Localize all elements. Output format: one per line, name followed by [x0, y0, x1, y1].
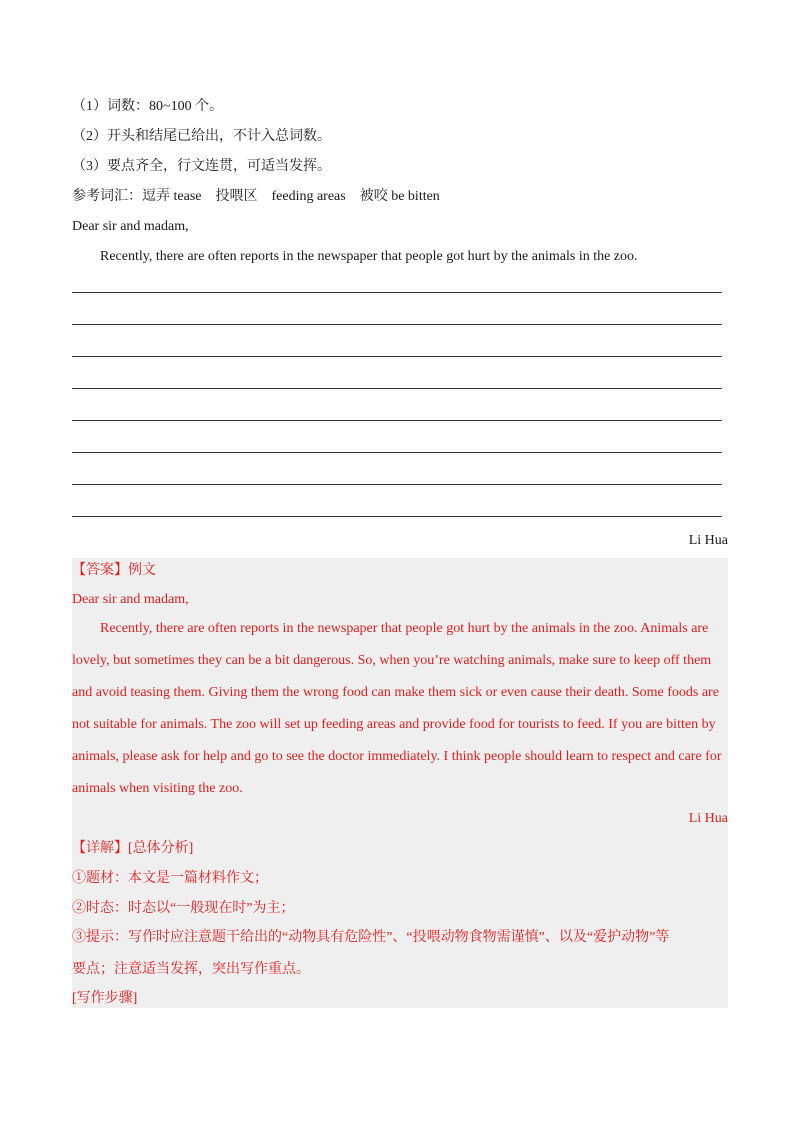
- writing-line: [72, 388, 722, 389]
- answer-text-line: animals, please ask for help and go to see the doctor immediately. I think people should learn to respect and care for: [72, 749, 722, 764]
- writing-line: [72, 292, 722, 293]
- writing-line: [72, 484, 722, 485]
- letter-signature: Li Hua: [688, 533, 728, 548]
- letter-salutation: Dear sir and madam,: [72, 219, 189, 234]
- writing-line: [72, 324, 722, 325]
- answer-text-line: animals when visiting the zoo.: [72, 781, 243, 796]
- requirement-2: （2）开头和结尾已给出，不计入总词数。: [72, 129, 331, 144]
- analysis-header: 【详解】[总体分析]: [72, 841, 194, 856]
- writing-line: [72, 516, 722, 517]
- writing-line: [72, 420, 722, 421]
- answer-header: 【答案】例文: [72, 563, 156, 578]
- answer-salutation: Dear sir and madam,: [72, 592, 189, 607]
- answer-text-line: not suitable for animals. The zoo will set up feeding areas and provide food for tourists to feed. If you are bitten by: [72, 717, 716, 732]
- requirement-3: （3）要点齐全，行文连贯，可适当发挥。: [72, 159, 331, 174]
- answer-text-line: lovely, but sometimes they can be a bit dangerous. So, when you’re watching animals, make sure to keep off them: [72, 653, 712, 668]
- requirement-1: （1）词数：80~100 个。: [72, 99, 224, 114]
- analysis-item-tips: ③提示：写作时应注意题干给出的“动物具有危险性”、“投喂动物食物需谨慎”、以及“爱护动物”等: [72, 930, 670, 945]
- answer-signature: Li Hua: [688, 811, 728, 826]
- analysis-item-topic: ①题材：本文是一篇材料作文；: [72, 871, 268, 886]
- reference-vocabulary: 参考词汇：逗弄 tease 投喂区 feeding areas 被咬 be bitten: [72, 189, 440, 204]
- answer-text-line: and avoid teasing them. Giving them the wrong food can make them sick or even cause their death. Some foods are: [72, 685, 719, 700]
- writing-steps-header: [写作步骤]: [72, 991, 138, 1006]
- letter-opening: Recently, there are often reports in the newspaper that people got hurt by the animals in the zoo.: [100, 249, 638, 264]
- answer-text-line: Recently, there are often reports in the newspaper that people got hurt by the animals in the zoo. Animals are: [100, 621, 709, 636]
- writing-line: [72, 452, 722, 453]
- writing-line: [72, 356, 722, 357]
- analysis-item-tense: ②时态：时态以“一般现在时”为主；: [72, 901, 295, 916]
- analysis-item-tips-cont: 要点；注意适当发挥，突出写作重点。: [72, 962, 310, 977]
